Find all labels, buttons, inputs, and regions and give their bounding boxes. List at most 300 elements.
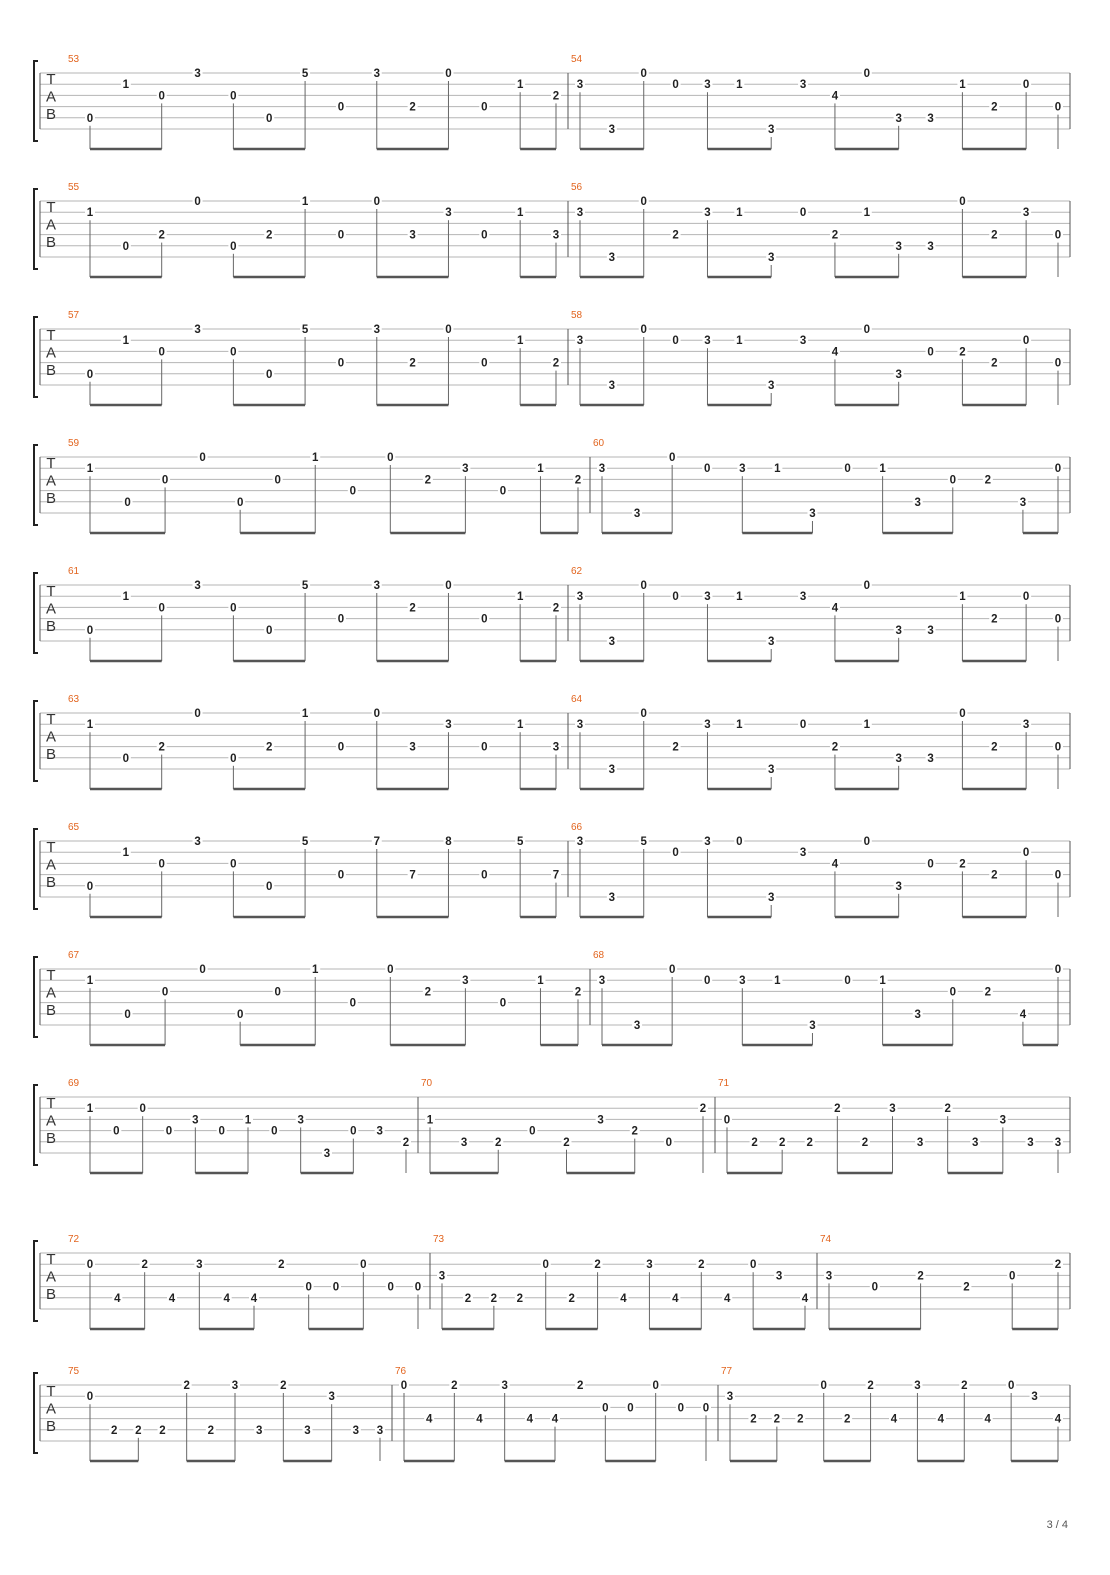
measure-number: 71 <box>718 1078 730 1089</box>
fret-number: 2 <box>672 741 679 754</box>
fret-number: 3 <box>576 335 584 348</box>
fret-number: 3 <box>895 752 902 765</box>
fret-number: 1 <box>122 591 130 604</box>
measure-number: 74 <box>820 1234 832 1245</box>
measure-number: 58 <box>571 310 583 321</box>
fret-number: 2 <box>280 1380 287 1392</box>
fret-number: 0 <box>400 1380 408 1392</box>
fret-number: 3 <box>376 1125 383 1138</box>
fret-number: 2 <box>867 1380 874 1392</box>
fret-number: 0 <box>1022 79 1030 92</box>
fret-number: 2 <box>568 1292 575 1305</box>
staff-system <box>34 1234 1070 1329</box>
fret-number: 3 <box>608 636 616 648</box>
fret-number: 2 <box>424 986 432 999</box>
fret-number: 3 <box>767 636 775 648</box>
measure-number: 65 <box>68 822 80 833</box>
fret-number: 3 <box>927 240 934 253</box>
tab-clef-letter: B <box>45 362 57 379</box>
fret-number: 3 <box>552 229 560 242</box>
fret-number: 0 <box>161 474 169 487</box>
measure-number: 67 <box>68 950 80 961</box>
fret-number: 0 <box>387 452 394 464</box>
fret-number: 0 <box>337 357 345 370</box>
fret-number: 3 <box>633 1020 641 1032</box>
fret-number: 2 <box>574 986 582 999</box>
fret-number: 0 <box>640 68 647 80</box>
fret-number: 0 <box>360 1259 367 1272</box>
fret-number: 3 <box>194 324 201 336</box>
fret-number: 0 <box>266 880 273 893</box>
fret-number: 0 <box>723 1114 731 1127</box>
staff-system <box>34 950 1070 1045</box>
fret-number: 1 <box>863 207 871 220</box>
fret-number: 3 <box>409 229 416 242</box>
fret-number: 0 <box>194 708 201 720</box>
fret-number: 0 <box>236 1008 244 1021</box>
system-bracket <box>34 1373 38 1453</box>
fret-number: 2 <box>797 1413 804 1426</box>
fret-number: 3 <box>460 1136 468 1149</box>
staff-system <box>34 1078 1070 1173</box>
fret-number: 3 <box>825 1270 833 1283</box>
measure-number: 53 <box>68 54 80 65</box>
tab-clef-letter: T <box>46 1251 56 1268</box>
fret-number: 2 <box>266 229 273 242</box>
fret-number: 0 <box>387 1281 394 1294</box>
tab-clef-letter: A <box>45 728 57 746</box>
system-bracket <box>34 573 38 653</box>
fret-number: 2 <box>984 986 992 999</box>
fret-number: 2 <box>552 357 560 370</box>
tab-clef-letter: B <box>45 1002 57 1019</box>
fret-number: 0 <box>158 602 165 615</box>
fret-number: 0 <box>86 1391 94 1404</box>
fret-number: 4 <box>1019 1008 1027 1021</box>
measure-number: 59 <box>68 438 80 449</box>
fret-number: 0 <box>86 112 94 125</box>
fret-number: 0 <box>627 1402 634 1415</box>
measure-number: 70 <box>421 1078 433 1089</box>
fret-number: 0 <box>668 964 676 976</box>
fret-number: 0 <box>230 858 237 871</box>
fret-number: 3 <box>704 836 711 848</box>
fret-number: 2 <box>991 101 998 114</box>
fret-number: 0 <box>652 1380 659 1392</box>
fret-number: 0 <box>274 986 281 999</box>
fret-number: 2 <box>574 474 582 487</box>
fret-number: 0 <box>1054 463 1062 476</box>
fret-number: 2 <box>699 1103 707 1116</box>
system-bracket <box>34 957 38 1037</box>
fret-number: 3 <box>552 741 560 754</box>
measure-number: 72 <box>68 1234 80 1245</box>
fret-number: 3 <box>704 335 711 348</box>
fret-number: 0 <box>445 68 452 80</box>
fret-number: 0 <box>266 112 273 125</box>
fret-number: 1 <box>86 207 94 220</box>
fret-number: 3 <box>196 1259 203 1272</box>
fret-number: 2 <box>917 1270 924 1283</box>
fret-number: 5 <box>301 836 309 848</box>
fret-number: 0 <box>863 324 871 336</box>
fret-number: 3 <box>576 591 584 604</box>
fret-number: 3 <box>373 68 380 80</box>
fret-number: 2 <box>834 1103 841 1116</box>
tab-clef-letter: A <box>45 216 57 234</box>
fret-number: 0 <box>113 1125 120 1138</box>
fret-number: 1 <box>959 591 966 604</box>
fret-number: 0 <box>349 997 356 1010</box>
fret-number: 2 <box>843 1413 851 1426</box>
fret-number: 2 <box>207 1424 215 1437</box>
fret-number: 0 <box>337 741 345 754</box>
fret-number: 2 <box>594 1259 601 1272</box>
fret-number: 3 <box>895 112 902 125</box>
fret-number: 2 <box>409 357 416 370</box>
system-bracket <box>34 317 38 397</box>
fret-number: 3 <box>576 836 584 848</box>
fret-number: 0 <box>640 196 647 208</box>
fret-number: 0 <box>387 964 394 976</box>
fret-number: 3 <box>192 1114 199 1127</box>
fret-number: 0 <box>863 580 871 592</box>
fret-number: 2 <box>959 346 966 359</box>
fret-number: 1 <box>736 591 743 604</box>
fret-number: 2 <box>831 229 839 242</box>
fret-number: 1 <box>736 207 743 220</box>
fret-number: 2 <box>158 229 165 242</box>
fret-number: 3 <box>438 1270 446 1283</box>
fret-number: 3 <box>999 1114 1007 1127</box>
fret-number: 4 <box>831 90 839 103</box>
fret-number: 0 <box>704 463 711 476</box>
fret-number: 3 <box>1022 719 1030 732</box>
fret-number: 1 <box>736 335 743 348</box>
fret-number: 0 <box>799 207 807 220</box>
fret-number: 0 <box>305 1281 312 1294</box>
fret-number: 2 <box>464 1292 472 1305</box>
fret-number: 2 <box>424 474 432 487</box>
fret-number: 4 <box>801 1292 809 1305</box>
fret-number: 3 <box>895 240 902 253</box>
tab-clef-letter: A <box>45 1400 57 1418</box>
fret-number: 3 <box>445 207 452 220</box>
fret-number: 2 <box>991 741 998 754</box>
tab-clef-letter: B <box>45 1286 57 1303</box>
staff-system <box>34 694 1070 789</box>
fret-number: 2 <box>409 101 416 114</box>
fret-number: 3 <box>914 1008 921 1021</box>
fret-number: 0 <box>499 997 507 1010</box>
fret-number: 5 <box>640 836 647 848</box>
fret-number: 3 <box>704 591 711 604</box>
fret-number: 4 <box>672 1292 679 1305</box>
fret-number: 0 <box>332 1281 340 1294</box>
fret-number: 2 <box>451 1380 458 1392</box>
fret-number: 3 <box>373 324 380 336</box>
fret-number: 0 <box>199 964 206 976</box>
fret-number: 2 <box>631 1125 638 1138</box>
fret-number: 0 <box>139 1103 146 1116</box>
fret-number: 2 <box>991 229 998 242</box>
fret-number: 1 <box>516 207 524 220</box>
fret-number: 3 <box>576 79 584 92</box>
fret-number: 3 <box>739 975 746 988</box>
fret-number: 4 <box>223 1292 230 1305</box>
fret-number: 3 <box>576 207 584 220</box>
fret-number: 3 <box>799 335 807 348</box>
fret-number: 0 <box>949 986 956 999</box>
fret-number: 0 <box>230 752 237 765</box>
fret-number: 3 <box>767 124 775 136</box>
fret-number: 5 <box>301 68 309 80</box>
fret-number: 7 <box>409 869 416 882</box>
fret-number: 0 <box>350 1125 357 1138</box>
measure-number: 61 <box>68 566 80 577</box>
fret-number: 2 <box>944 1103 951 1116</box>
fret-number: 0 <box>161 986 169 999</box>
fret-number: 0 <box>158 90 165 103</box>
system-bracket <box>34 829 38 909</box>
fret-number: 0 <box>1008 1270 1016 1283</box>
fret-number: 0 <box>1054 964 1062 976</box>
fret-number: 0 <box>236 496 244 509</box>
tab-clef-letter: T <box>46 327 56 344</box>
fret-number: 2 <box>831 741 839 754</box>
measure-number: 56 <box>571 182 583 193</box>
fret-number: 4 <box>114 1292 121 1305</box>
fret-number: 0 <box>677 1402 685 1415</box>
fret-number: 1 <box>516 719 524 732</box>
fret-number: 0 <box>1054 741 1062 754</box>
fret-number: 1 <box>863 719 871 732</box>
fret-number: 0 <box>672 79 679 92</box>
fret-number: 0 <box>672 847 679 860</box>
measure-number: 57 <box>68 310 80 321</box>
fret-number: 2 <box>490 1292 498 1305</box>
fret-number: 3 <box>799 847 807 860</box>
fret-number: 0 <box>124 496 131 509</box>
fret-number: 0 <box>749 1259 757 1272</box>
fret-number: 3 <box>895 624 902 637</box>
fret-number: 3 <box>576 719 584 732</box>
fret-number: 2 <box>266 741 273 754</box>
fret-number: 3 <box>1027 1136 1034 1149</box>
fret-number: 0 <box>230 240 237 253</box>
fret-number: 3 <box>462 463 469 476</box>
fret-number: 1 <box>516 335 524 348</box>
fret-number: 0 <box>1022 847 1030 860</box>
fret-number: 2 <box>552 90 560 103</box>
fret-number: 1 <box>301 196 309 208</box>
fret-number: 4 <box>620 1292 627 1305</box>
fret-number: 3 <box>889 1103 896 1116</box>
fret-number: 3 <box>597 1114 604 1127</box>
measure-number: 76 <box>395 1366 407 1377</box>
fret-number: 0 <box>199 452 206 464</box>
fret-number: 3 <box>767 892 775 904</box>
measure-number: 63 <box>68 694 80 705</box>
tab-clef-letter: B <box>45 1418 57 1435</box>
fret-number: 2 <box>750 1413 757 1426</box>
staff-system <box>34 310 1070 405</box>
fret-number: 4 <box>831 346 839 359</box>
fret-number: 0 <box>218 1125 225 1138</box>
fret-number: 4 <box>476 1413 483 1426</box>
fret-number: 1 <box>879 463 886 476</box>
fret-number: 3 <box>633 508 641 520</box>
fret-number: 0 <box>230 90 237 103</box>
fret-number: 2 <box>698 1259 705 1272</box>
tab-clef-letter: B <box>45 746 57 763</box>
fret-number: 2 <box>135 1424 142 1437</box>
fret-number: 0 <box>337 101 345 114</box>
fret-number: 0 <box>542 1259 549 1272</box>
fret-number: 2 <box>552 602 560 615</box>
measure-number: 62 <box>571 566 583 577</box>
measure-number: 73 <box>433 1234 445 1245</box>
fret-number: 3 <box>376 1424 384 1437</box>
fret-number: 0 <box>844 463 851 476</box>
fret-number: 3 <box>328 1391 335 1404</box>
fret-number: 0 <box>481 869 488 882</box>
fret-number: 4 <box>831 602 839 615</box>
fret-number: 3 <box>1022 207 1030 220</box>
fret-number: 8 <box>445 836 452 848</box>
fret-number: 3 <box>231 1380 239 1392</box>
fret-number: 0 <box>863 68 871 80</box>
fret-number: 1 <box>86 1103 94 1116</box>
fret-number: 3 <box>598 975 606 988</box>
fret-number: 0 <box>672 591 679 604</box>
fret-number: 2 <box>991 357 998 370</box>
fret-number: 0 <box>86 624 94 637</box>
fret-number: 4 <box>526 1413 534 1426</box>
fret-number: 3 <box>972 1136 979 1149</box>
fret-number: 4 <box>250 1292 258 1305</box>
fret-number: 0 <box>1054 869 1062 882</box>
fret-number: 0 <box>266 624 273 637</box>
fret-number: 3 <box>799 591 807 604</box>
fret-number: 3 <box>598 463 606 476</box>
fret-number: 0 <box>266 368 273 381</box>
fret-number: 0 <box>820 1380 827 1392</box>
fret-number: 4 <box>831 858 839 871</box>
fret-number: 3 <box>608 764 616 776</box>
tab-clef-letter: A <box>45 984 57 1002</box>
fret-number: 0 <box>481 229 488 242</box>
tab-clef-letter: A <box>45 1268 57 1286</box>
system-bracket <box>34 701 38 781</box>
fret-number: 3 <box>914 496 921 509</box>
fret-number: 3 <box>608 380 616 392</box>
fret-number: 1 <box>516 591 524 604</box>
fret-number: 2 <box>576 1380 584 1392</box>
fret-number: 2 <box>672 229 679 242</box>
fret-number: 0 <box>1022 335 1030 348</box>
fret-number: 0 <box>871 1281 879 1294</box>
fret-number: 0 <box>529 1125 536 1138</box>
fret-number: 0 <box>665 1136 673 1149</box>
fret-number: 0 <box>799 719 807 732</box>
fret-number: 0 <box>844 975 851 988</box>
fret-number: 3 <box>767 380 775 392</box>
fret-number: 0 <box>1054 613 1062 626</box>
fret-number: 3 <box>704 719 711 732</box>
measure-number: 60 <box>593 438 605 449</box>
fret-number: 0 <box>668 452 676 464</box>
fret-number: 0 <box>414 1281 422 1294</box>
fret-number: 3 <box>373 580 380 592</box>
fret-number: 3 <box>255 1424 263 1437</box>
fret-number: 5 <box>301 324 309 336</box>
fret-number: 2 <box>183 1380 190 1392</box>
fret-number: 0 <box>1007 1380 1015 1392</box>
fret-number: 0 <box>158 858 165 871</box>
fret-number: 0 <box>481 357 488 370</box>
fret-number: 3 <box>927 752 934 765</box>
tab-clef-letter: A <box>45 856 57 874</box>
fret-number: 2 <box>959 858 966 871</box>
fret-number: 2 <box>158 741 165 754</box>
fret-number: 1 <box>516 79 524 92</box>
fret-number: 0 <box>194 196 201 208</box>
fret-number: 2 <box>409 602 416 615</box>
fret-number: 0 <box>337 229 345 242</box>
fret-number: 0 <box>499 485 507 498</box>
tab-clef-letter: A <box>45 1112 57 1130</box>
tab-clef-letter: A <box>45 600 57 618</box>
fret-number: 3 <box>194 580 201 592</box>
fret-number: 2 <box>861 1136 869 1149</box>
fret-number: 3 <box>739 463 746 476</box>
fret-number: 3 <box>445 719 452 732</box>
fret-number: 7 <box>552 869 560 882</box>
fret-number: 3 <box>1031 1391 1038 1404</box>
page-number: 3 / 4 <box>1046 1519 1068 1531</box>
fret-number: 0 <box>672 335 679 348</box>
fret-number: 1 <box>537 975 544 988</box>
fret-number: 3 <box>501 1380 508 1392</box>
fret-number: 1 <box>774 975 781 988</box>
tab-clef-letter: T <box>46 1095 56 1112</box>
fret-number: 0 <box>373 708 380 720</box>
tab-clef-letter: B <box>45 1130 57 1147</box>
fret-number: 0 <box>949 474 956 487</box>
fret-number: 2 <box>141 1259 148 1272</box>
fret-number: 3 <box>809 508 816 520</box>
measure-number: 75 <box>68 1366 80 1377</box>
fret-number: 3 <box>767 252 775 264</box>
fret-number: 0 <box>481 101 488 114</box>
fret-number: 3 <box>914 1380 921 1392</box>
fret-number: 3 <box>895 880 902 893</box>
fret-number: 3 <box>1054 1136 1062 1149</box>
tab-clef-letter: T <box>46 455 56 472</box>
fret-number: 4 <box>984 1413 991 1426</box>
staff-system <box>34 1366 1070 1461</box>
fret-number: 2 <box>991 869 998 882</box>
tab-clef-letter: T <box>46 583 56 600</box>
fret-number: 2 <box>961 1380 968 1392</box>
fret-number: 0 <box>274 474 281 487</box>
fret-number: 0 <box>640 324 647 336</box>
fret-number: 0 <box>959 196 966 208</box>
measure-number: 68 <box>593 950 605 961</box>
fret-number: 0 <box>959 708 966 720</box>
fret-number: 7 <box>373 836 380 848</box>
